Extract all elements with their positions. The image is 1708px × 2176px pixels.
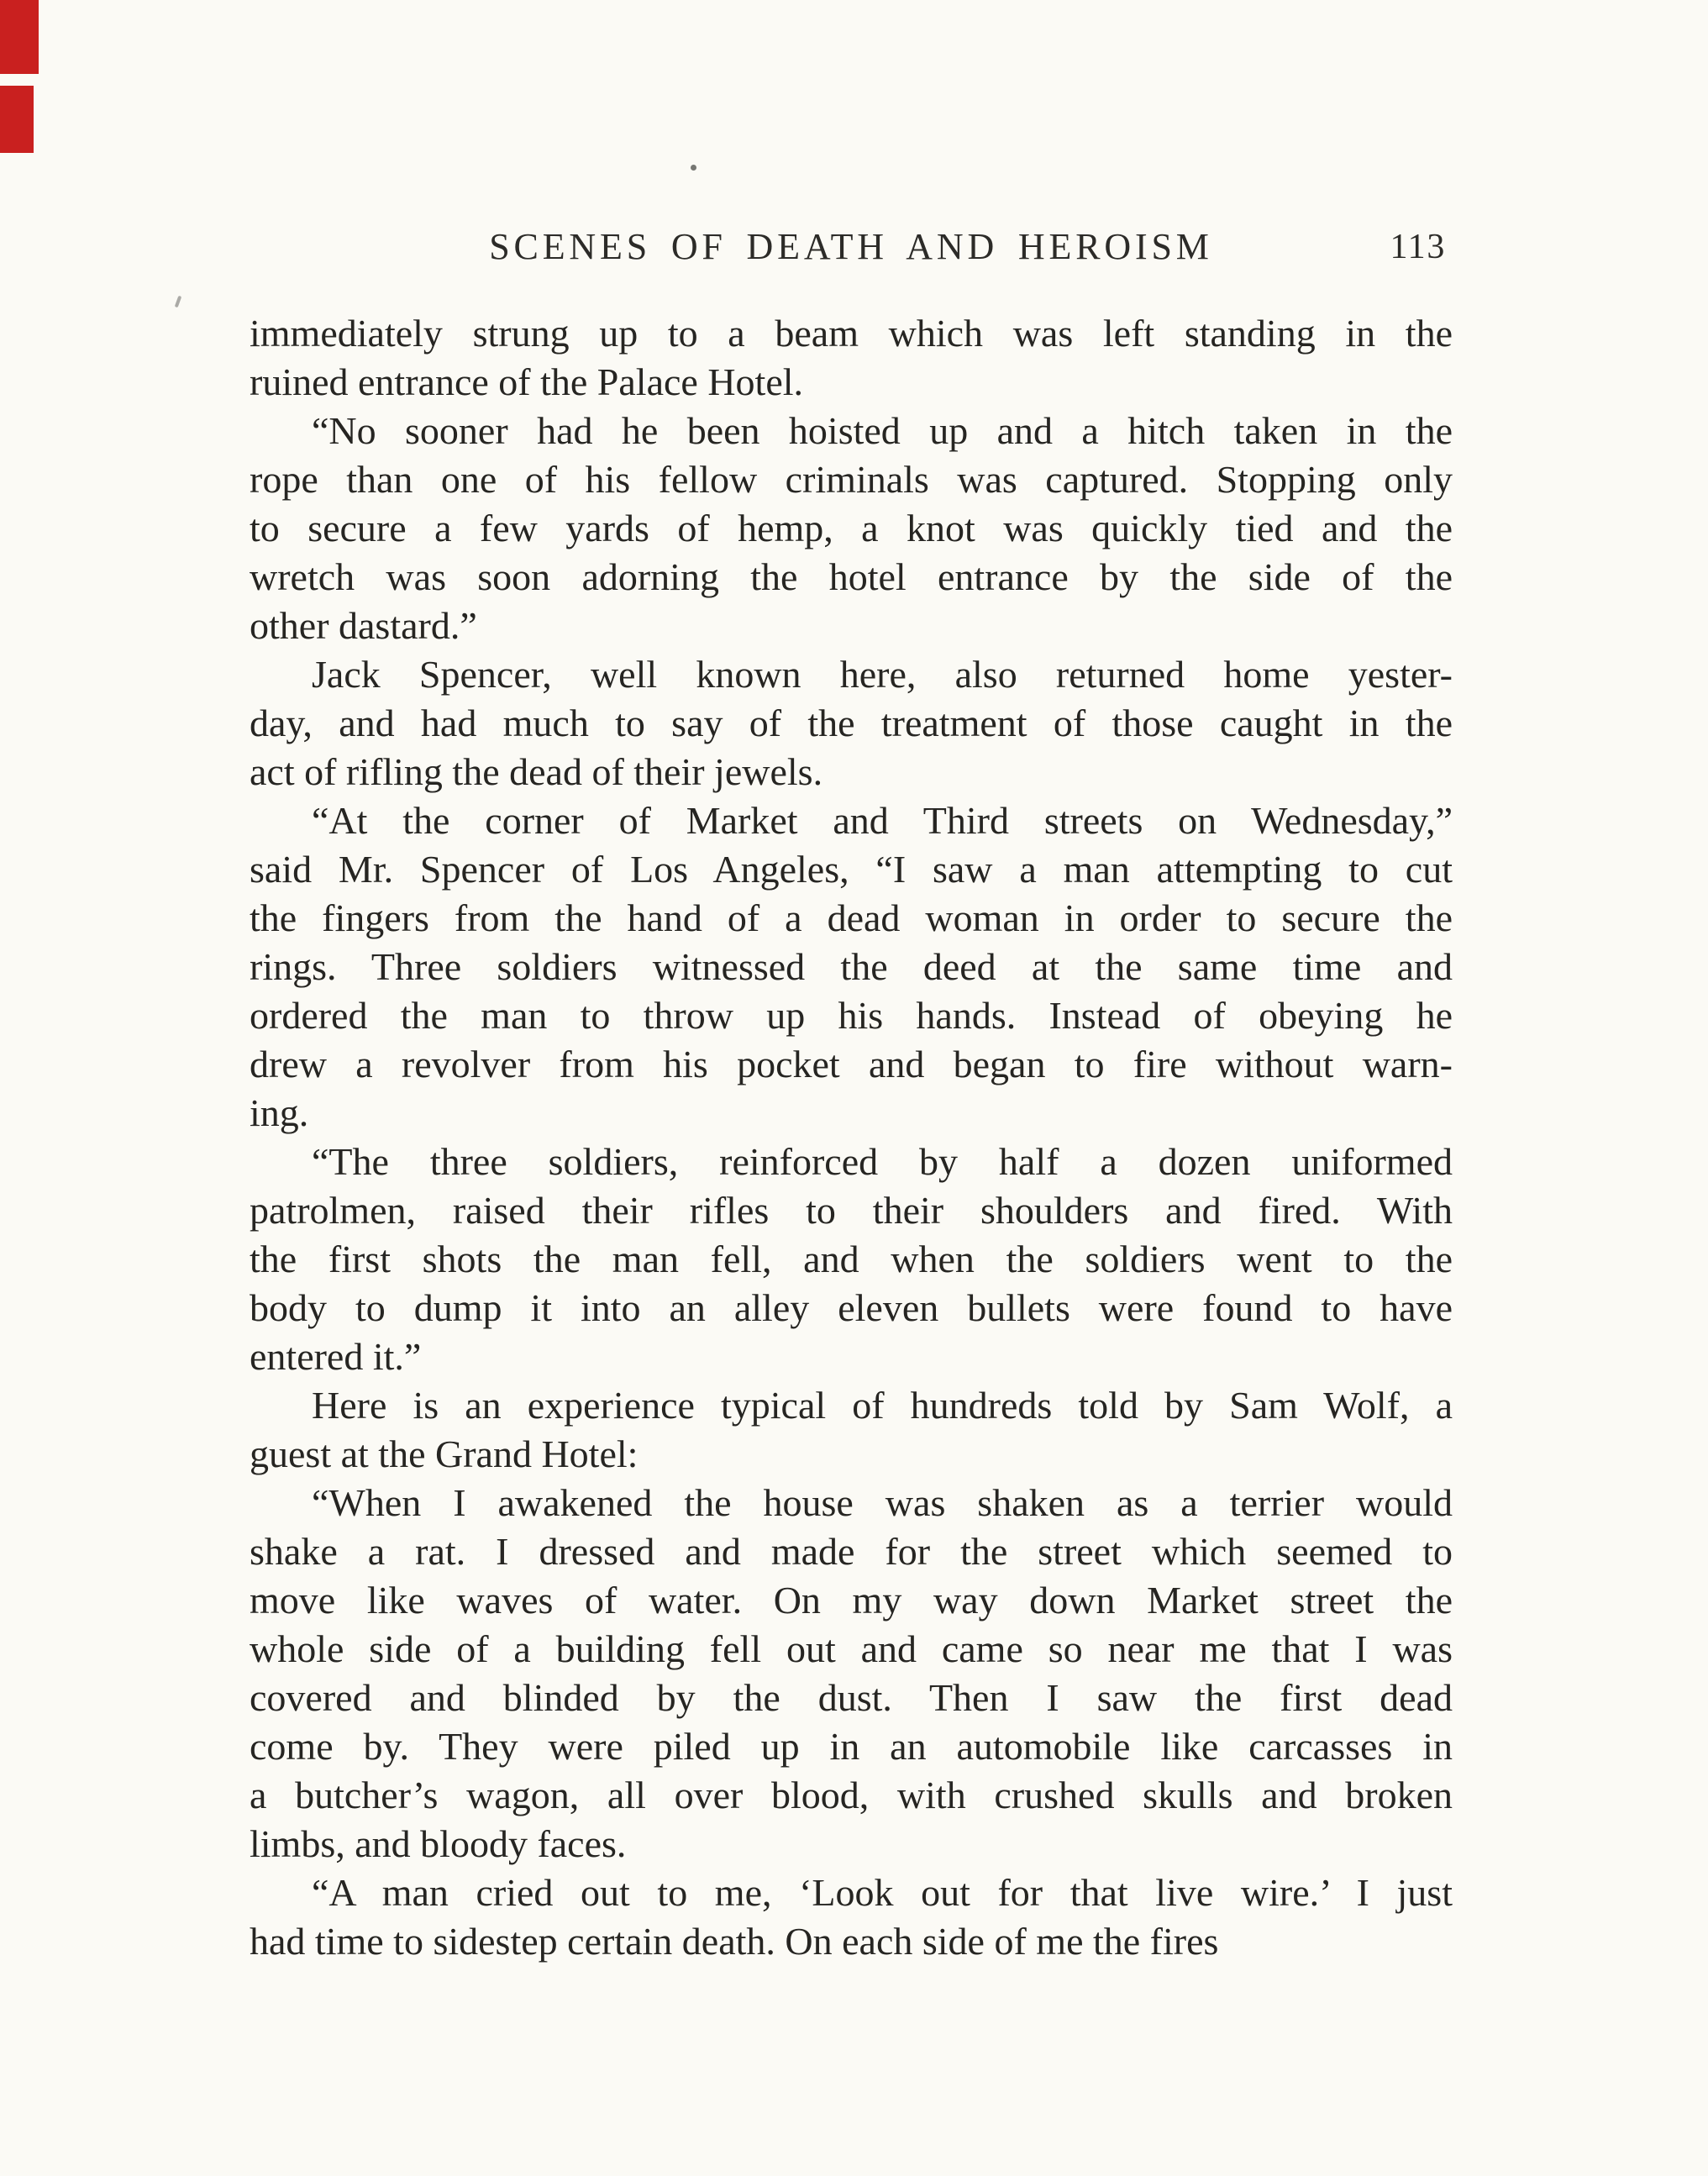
body-text bbox=[250, 309, 1453, 1966]
text-line: ing. bbox=[250, 1091, 309, 1134]
text-line: drew a revolver from his pocket and began to fire without warn- bbox=[250, 1043, 1453, 1085]
text-line: wretch was soon adorning the hotel entrance by the side of the bbox=[250, 555, 1453, 598]
text-line: “The three soldiers, reinforced by half a dozen uniformed bbox=[312, 1140, 1453, 1183]
text-line: “No sooner had he been hoisted up and a hitch taken in the bbox=[312, 409, 1453, 452]
text-line: entered it.” bbox=[250, 1335, 422, 1378]
text-line: the fingers from the hand of a dead woman in order to secure the bbox=[250, 896, 1453, 939]
scan-speck bbox=[691, 165, 696, 171]
text-line: covered and blinded by the dust. Then I saw the first dead bbox=[250, 1676, 1453, 1719]
scan-speck bbox=[175, 296, 182, 308]
text-line: “A man cried out to me, ‘Look out for that live wire.’ I just bbox=[312, 1871, 1453, 1914]
text-line: “When I awakened the house was shaken as a terrier would bbox=[312, 1481, 1453, 1524]
red-scan-mark bbox=[0, 0, 39, 74]
paragraph bbox=[250, 309, 1453, 407]
text-line: body to dump it into an alley eleven bullets were found to have bbox=[250, 1286, 1453, 1329]
paragraph bbox=[250, 407, 1453, 650]
paragraph bbox=[250, 1138, 1453, 1381]
text-line: a butcher’s wagon, all over blood, with crushed skulls and broken bbox=[250, 1774, 1453, 1816]
paragraph bbox=[250, 1479, 1453, 1869]
paragraph bbox=[250, 650, 1453, 796]
text-line: “At the corner of Market and Third streets on Wednesday,” bbox=[312, 799, 1453, 842]
text-line: whole side of a building fell out and came so near me that I was bbox=[250, 1627, 1453, 1670]
text-line: day, and had much to say of the treatment of those caught in the bbox=[250, 702, 1453, 744]
text-line: patrolmen, raised their rifles to their shoulders and fired. With bbox=[250, 1189, 1453, 1232]
text-line: rings. Three soldiers witnessed the deed at the same time and bbox=[250, 945, 1453, 988]
text-line: shake a rat. I dressed and made for the street which seemed to bbox=[250, 1530, 1453, 1573]
text-line: guest at the Grand Hotel: bbox=[250, 1432, 639, 1475]
text-line: ordered the man to throw up his hands. Instead of obeying he bbox=[250, 994, 1453, 1037]
text-line: to secure a few yards of hemp, a knot was quickly tied and the bbox=[250, 507, 1453, 549]
text-line: had time to sidestep certain death. On each side of me the fires bbox=[250, 1920, 1219, 1963]
text-line: come by. They were piled up in an automobile like carcasses in bbox=[250, 1725, 1453, 1768]
text-line: the first shots the man fell, and when the soldiers went to the bbox=[250, 1238, 1453, 1280]
chapter-title: SCENES OF DEATH AND HEROISM bbox=[489, 226, 1213, 267]
text-line: Here is an experience typical of hundreds told by Sam Wolf, a bbox=[312, 1384, 1453, 1427]
text-line: immediately strung up to a beam which was left standing in the bbox=[250, 312, 1453, 355]
text-line: ruined entrance of the Palace Hotel. bbox=[250, 360, 804, 403]
running-head bbox=[250, 225, 1453, 284]
text-line: said Mr. Spencer of Los Angeles, “I saw a man attempting to cut bbox=[250, 848, 1453, 891]
text-line: rope than one of his fellow criminals was captured. Stopping only bbox=[250, 458, 1453, 501]
text-line: other dastard.” bbox=[250, 604, 477, 647]
text-line: limbs, and bloody faces. bbox=[250, 1822, 627, 1865]
paragraph bbox=[250, 796, 1453, 1138]
text-line: move like waves of water. On my way down Market street the bbox=[250, 1579, 1453, 1621]
page-number: 113 bbox=[1390, 228, 1446, 266]
red-scan-mark bbox=[0, 86, 34, 153]
text-line: act of rifling the dead of their jewels. bbox=[250, 750, 823, 793]
paragraph bbox=[250, 1869, 1453, 1966]
text-line: Jack Spencer, well known here, also returned home yester- bbox=[312, 653, 1453, 696]
paragraph bbox=[250, 1381, 1453, 1479]
